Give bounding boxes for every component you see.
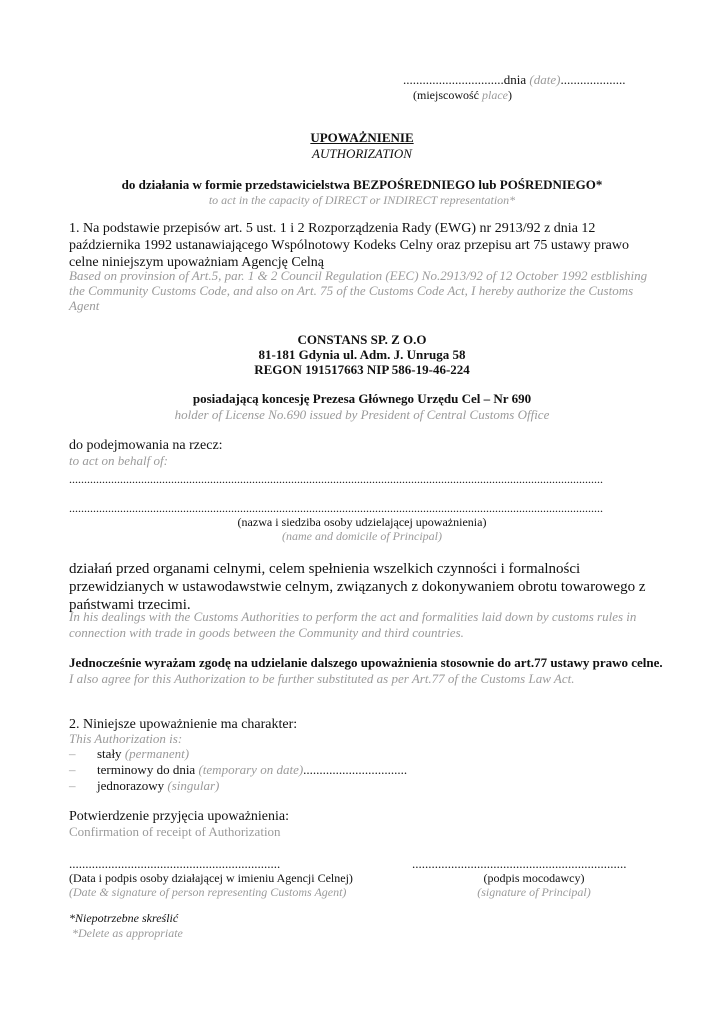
consent-text: Jednocześnie wyrażam zgodę na udzielanie dalszego upoważnienia stosownie do art.77 ustawy prawo celne. <box>69 655 663 670</box>
option-dash: – <box>69 778 76 793</box>
principal-caption-en: (name and domicile of Principal) <box>282 529 442 543</box>
date-line-suffix: .................... <box>560 72 626 87</box>
option-label: jednorazowy <box>97 778 165 793</box>
left-signature-caption-en: (Date & signature of person representing Customs Agent) <box>69 885 347 899</box>
principal-label-en: to act on behalf of: <box>69 453 168 468</box>
option-temporary[interactable] <box>69 762 407 777</box>
section2-text: 2. Niniejsze upoważnienie ma charakter: <box>69 717 298 732</box>
option-label: stały <box>97 746 122 761</box>
confirmation-text: Potwierdzenie przyjęcia upoważnienia: <box>69 809 290 824</box>
doc-title-en: AUTHORIZATION <box>312 146 412 161</box>
option-label: terminowy do dnia <box>97 762 196 777</box>
doc-title: UPOWAŻNIENIE <box>310 130 414 145</box>
right-signature-caption-en: (signature of Principal) <box>477 885 591 899</box>
option-permanent[interactable] <box>69 746 189 761</box>
option-singular[interactable] <box>69 778 219 793</box>
date-hint: (date) <box>529 72 561 87</box>
section1-text-en: Based on provinsion of Art.5, par. 1 & 2 Council Regulation (EEC) No.2913/92 of 12 October 1992 estblishing the Community Customs Code, and also on Art. 75 of the Customs Code Act, I hereby authorize the Customs Agent <box>69 268 648 313</box>
option-dash: – <box>69 762 76 777</box>
principal-line-1[interactable]: .................................................................................................................................................................................. <box>69 472 603 486</box>
principal-label: do podejmowania na rzecz: <box>69 438 223 453</box>
section2-text-en: This Authorization is: <box>69 731 183 746</box>
actions-text: działań przed organami celnymi, celem spełnienia wszelkich czynności i formalności przewidzianych w ustawodawstwie celnym, związanych z dokonywaniem obrotu towarowego z państwami trzecimi. <box>69 561 646 613</box>
left-signature-line[interactable]: ................................................................. <box>69 856 281 871</box>
doc-subtitle-en: to act in the capacity of DIRECT or INDIRECT representation* <box>208 193 516 207</box>
option-label-en: (singular) <box>167 778 220 793</box>
doc-subtitle: do działania w formie przedstawicielstwa BEZPOŚREDNIEGO lub POŚREDNIEGO* <box>121 177 603 192</box>
confirmation-text-en: Confirmation of receipt of Authorization <box>69 824 281 839</box>
date-line <box>403 72 625 87</box>
option-dash: – <box>69 746 76 761</box>
date-line-prefix: ...............................dnia <box>403 72 527 87</box>
place-label: (miejscowość <box>413 88 479 102</box>
left-signature-caption: (Data i podpis osoby działającej w imieniu Agencji Celnej) <box>69 871 353 885</box>
section1-text: 1. Na podstawie przepisów art. 5 ust. 1 i 2 Rozporządzenia Rady (EWG) nr 2913/92 z dnia 12 października 1992 ustanawiającego Wspólnotowy Kodeks Celny oraz przepisu art 75 ustawy prawo celne niniejszym upoważniam Agencję Celną <box>69 221 629 270</box>
temporary-date-field[interactable]: ................................ <box>303 762 408 777</box>
right-signature-caption: (podpis mocodawcy) <box>483 871 585 885</box>
option-label-en: (temporary on date) <box>198 762 304 777</box>
footnote: *Niepotrzebne skreślić <box>69 911 179 925</box>
place-close: ) <box>507 88 512 102</box>
agent-ids: REGON 191517663 NIP 586-19-46-224 <box>254 362 470 377</box>
option-label-en: (permanent) <box>124 746 190 761</box>
principal-line-2[interactable]: .................................................................................................................................................................................. <box>69 501 603 515</box>
right-signature-line[interactable]: .................................................................. <box>412 856 627 871</box>
agent-license: posiadającą koncesję Prezesa Głównego Urzędu Cel – Nr 690 <box>192 391 532 406</box>
footnote-en: *Delete as appropriate <box>72 926 183 940</box>
place-hint: place <box>481 88 508 102</box>
place-caption <box>413 88 512 102</box>
agent-license-en: holder of License No.690 issued by President of Central Customs Office <box>174 407 550 422</box>
agent-address: 81-181 Gdynia ul. Adm. J. Unruga 58 <box>258 347 466 362</box>
principal-caption: (nazwa i siedziba osoby udzielającej upoważnienia) <box>237 515 487 529</box>
consent-text-en: I also agree for this Authorization to be further substituted as per Art.77 of the Customs Law Act. <box>69 671 575 686</box>
actions-text-en: In his dealings with the Customs Authorities to perform the act and formalities laid down by customs rules in connection with trade in goods between the Community and third countries. <box>69 609 637 640</box>
agent-name: CONSTANS SP. Z O.O <box>297 332 427 347</box>
